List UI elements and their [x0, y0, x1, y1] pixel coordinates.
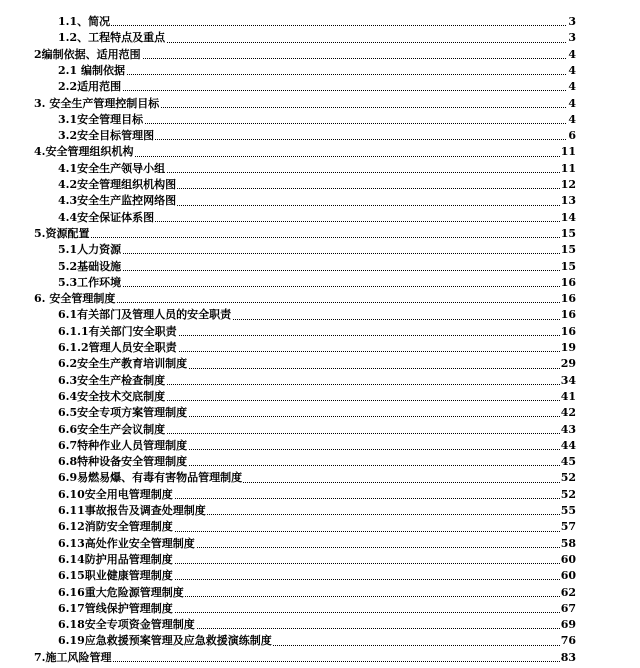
- toc-page-number: 3: [567, 14, 576, 30]
- toc-entry[interactable]: [0, 307, 640, 323]
- toc-entry-title: 6.4安全技术交底制度: [58, 389, 166, 405]
- toc-entry[interactable]: [0, 226, 640, 242]
- toc-entry[interactable]: [0, 47, 640, 63]
- toc-page-number: 44: [560, 438, 576, 454]
- toc-entry[interactable]: [0, 503, 640, 519]
- toc-entry[interactable]: [0, 650, 640, 666]
- toc-entry-title: 6.3安全生产检查制度: [58, 373, 166, 389]
- toc-page-number: 16: [560, 291, 576, 307]
- toc-entry-title: 6. 安全管理制度: [34, 291, 116, 307]
- toc-entry[interactable]: [0, 568, 640, 584]
- toc-entry[interactable]: [0, 324, 640, 340]
- toc-page-number: 45: [560, 454, 576, 470]
- toc-page-number: 19: [560, 340, 576, 356]
- toc-entry[interactable]: [0, 275, 640, 291]
- toc-entry-title: 6.10安全用电管理制度: [58, 487, 174, 503]
- toc-entry[interactable]: [0, 96, 640, 112]
- toc-entry-title: 6.19应急救援预案管理及应急救援演练制度: [58, 633, 273, 649]
- toc-entry[interactable]: [0, 14, 640, 30]
- toc-entry-title: 1.2、工程特点及重点: [58, 30, 166, 46]
- toc-entry[interactable]: [0, 617, 640, 633]
- toc-entry[interactable]: [0, 585, 640, 601]
- toc-entry[interactable]: [0, 422, 640, 438]
- toc-entry-title: 6.16重大危险源管理制度: [58, 585, 185, 601]
- toc-entry-title: 5.2基础设施: [58, 259, 122, 275]
- toc-entry-title: 6.7特种作业人员管理制度: [58, 438, 188, 454]
- toc-page-number: 55: [560, 503, 576, 519]
- toc-entry-title: 6.5安全专项方案管理制度: [58, 405, 188, 421]
- toc-entry[interactable]: [0, 487, 640, 503]
- toc-page-number: 43: [560, 422, 576, 438]
- toc-entry[interactable]: [0, 242, 640, 258]
- toc-entry[interactable]: [0, 210, 640, 226]
- toc-entry-title: 5.3工作环境: [58, 275, 122, 291]
- toc-page-number: 60: [560, 552, 576, 568]
- toc-page-number: 4: [567, 96, 576, 112]
- toc-entry[interactable]: [0, 291, 640, 307]
- toc-entry-title: 6.18安全专项资金管理制度: [58, 617, 196, 633]
- toc-entry-title: 6.14防护用品管理制度: [58, 552, 174, 568]
- toc-entry-title: 6.8特种设备安全管理制度: [58, 454, 188, 470]
- toc-entry[interactable]: [0, 536, 640, 552]
- toc-page-number: 60: [560, 568, 576, 584]
- toc-entry[interactable]: [0, 63, 640, 79]
- toc-entry[interactable]: [0, 601, 640, 617]
- toc-dot-leader: [36, 661, 574, 662]
- toc-page-number: 29: [560, 356, 576, 372]
- toc-entry-title: 4.3安全生产监控网络图: [58, 193, 177, 209]
- toc-entry[interactable]: [0, 552, 640, 568]
- toc-entry-title: 6.2安全生产教育培训制度: [58, 356, 188, 372]
- toc-entry-title: 6.15职业健康管理制度: [58, 568, 174, 584]
- toc-entry-title: 2.1 编制依据: [58, 63, 126, 79]
- toc-page-number: 76: [560, 633, 576, 649]
- toc-entry[interactable]: [0, 454, 640, 470]
- toc-page-number: 14: [560, 210, 576, 226]
- toc-entry-title: 2.2适用范围: [58, 79, 122, 95]
- toc-entry[interactable]: [0, 405, 640, 421]
- toc-entry[interactable]: [0, 470, 640, 486]
- toc-page-number: 12: [560, 177, 576, 193]
- toc-entry-title: 3.1安全管理目标: [58, 112, 144, 128]
- toc-page-number: 41: [560, 389, 576, 405]
- toc-page-number: 15: [560, 226, 576, 242]
- toc-page-number: 6: [567, 128, 576, 144]
- toc-entry-title: 6.11事故报告及调查处理制度: [58, 503, 207, 519]
- toc-entry[interactable]: [0, 128, 640, 144]
- toc-dot-leader: [60, 286, 574, 287]
- toc-entry-title: 6.1.2管理人员安全职责: [58, 340, 178, 356]
- toc-entry-title: 4.4安全保证体系图: [58, 210, 155, 226]
- toc-entry-title: 6.1有关部门及管理人员的安全职责: [58, 307, 232, 323]
- toc-dot-leader: [36, 302, 574, 303]
- toc-page-number: 57: [560, 519, 576, 535]
- toc-entry-title: 3.2安全目标管理图: [58, 128, 155, 144]
- toc-page-number: 42: [560, 405, 576, 421]
- toc-entry-title: 6.13高处作业安全管理制度: [58, 536, 196, 552]
- toc-entry[interactable]: [0, 144, 640, 160]
- toc-entry[interactable]: [0, 193, 640, 209]
- toc-page-number: 83: [560, 650, 576, 666]
- toc-entry-title: 6.1.1有关部门安全职责: [58, 324, 178, 340]
- toc-page-number: 69: [560, 617, 576, 633]
- toc-entry-title: 5.1人力资源: [58, 242, 122, 258]
- toc-entry[interactable]: [0, 112, 640, 128]
- toc-page-number: 11: [560, 144, 576, 160]
- toc-page-number: 67: [560, 601, 576, 617]
- toc-dot-leader: [60, 270, 574, 271]
- toc-entry-title: 3. 安全生产管理控制目标: [34, 96, 160, 112]
- toc-page-number: 4: [567, 112, 576, 128]
- toc-entry[interactable]: [0, 356, 640, 372]
- toc-entry-title: 5.资源配置: [34, 226, 90, 242]
- toc-entry-title: 2编制依据、适用范围: [34, 47, 142, 63]
- toc-entry[interactable]: [0, 633, 640, 649]
- toc-entry[interactable]: [0, 259, 640, 275]
- toc-page-number: 16: [560, 275, 576, 291]
- toc-entry-title: 1.1、简况: [58, 14, 111, 30]
- toc-page-number: 34: [560, 373, 576, 389]
- toc-page-number: 11: [560, 161, 576, 177]
- toc-page-number: 4: [567, 79, 576, 95]
- toc-page-number: 62: [560, 585, 576, 601]
- toc-page-number: 4: [567, 47, 576, 63]
- toc-page-number: 3: [567, 30, 576, 46]
- toc-page-number: 16: [560, 307, 576, 323]
- toc-entry-title: 4.1安全生产领导小组: [58, 161, 166, 177]
- toc-dot-leader: [60, 253, 574, 254]
- toc-page-number: 58: [560, 536, 576, 552]
- toc-page-number: 52: [560, 470, 576, 486]
- toc-dot-leader: [60, 74, 574, 75]
- toc-entry-title: 4.2安全管理组织机构图: [58, 177, 177, 193]
- toc-entry[interactable]: [0, 340, 640, 356]
- toc-page-number: 15: [560, 242, 576, 258]
- toc-entry-title: 6.17管线保护管理制度: [58, 601, 174, 617]
- toc-dot-leader: [36, 237, 574, 238]
- toc-entry-title: 6.6安全生产会议制度: [58, 422, 166, 438]
- toc-page-number: 4: [567, 63, 576, 79]
- toc-entry[interactable]: [0, 389, 640, 405]
- toc-entry-title: 6.12消防安全管理制度: [58, 519, 174, 535]
- toc-entry-title: 7.施工风险管理: [34, 650, 112, 666]
- toc-entry[interactable]: [0, 79, 640, 95]
- toc-entry[interactable]: [0, 177, 640, 193]
- toc-page-number: 13: [560, 193, 576, 209]
- toc-entry[interactable]: [0, 519, 640, 535]
- toc-page-number: 16: [560, 324, 576, 340]
- toc-dot-leader: [60, 90, 574, 91]
- toc-page-number: 52: [560, 487, 576, 503]
- toc-dot-leader: [60, 25, 574, 26]
- toc-entry[interactable]: [0, 161, 640, 177]
- toc-entry[interactable]: [0, 30, 640, 46]
- toc-page-number: 15: [560, 259, 576, 275]
- toc-entry-title: 4.安全管理组织机构: [34, 144, 134, 160]
- toc-entry-title: 6.9易燃易爆、有毒有害物品管理制度: [58, 470, 243, 486]
- toc-entry[interactable]: [0, 438, 640, 454]
- toc-entry[interactable]: [0, 373, 640, 389]
